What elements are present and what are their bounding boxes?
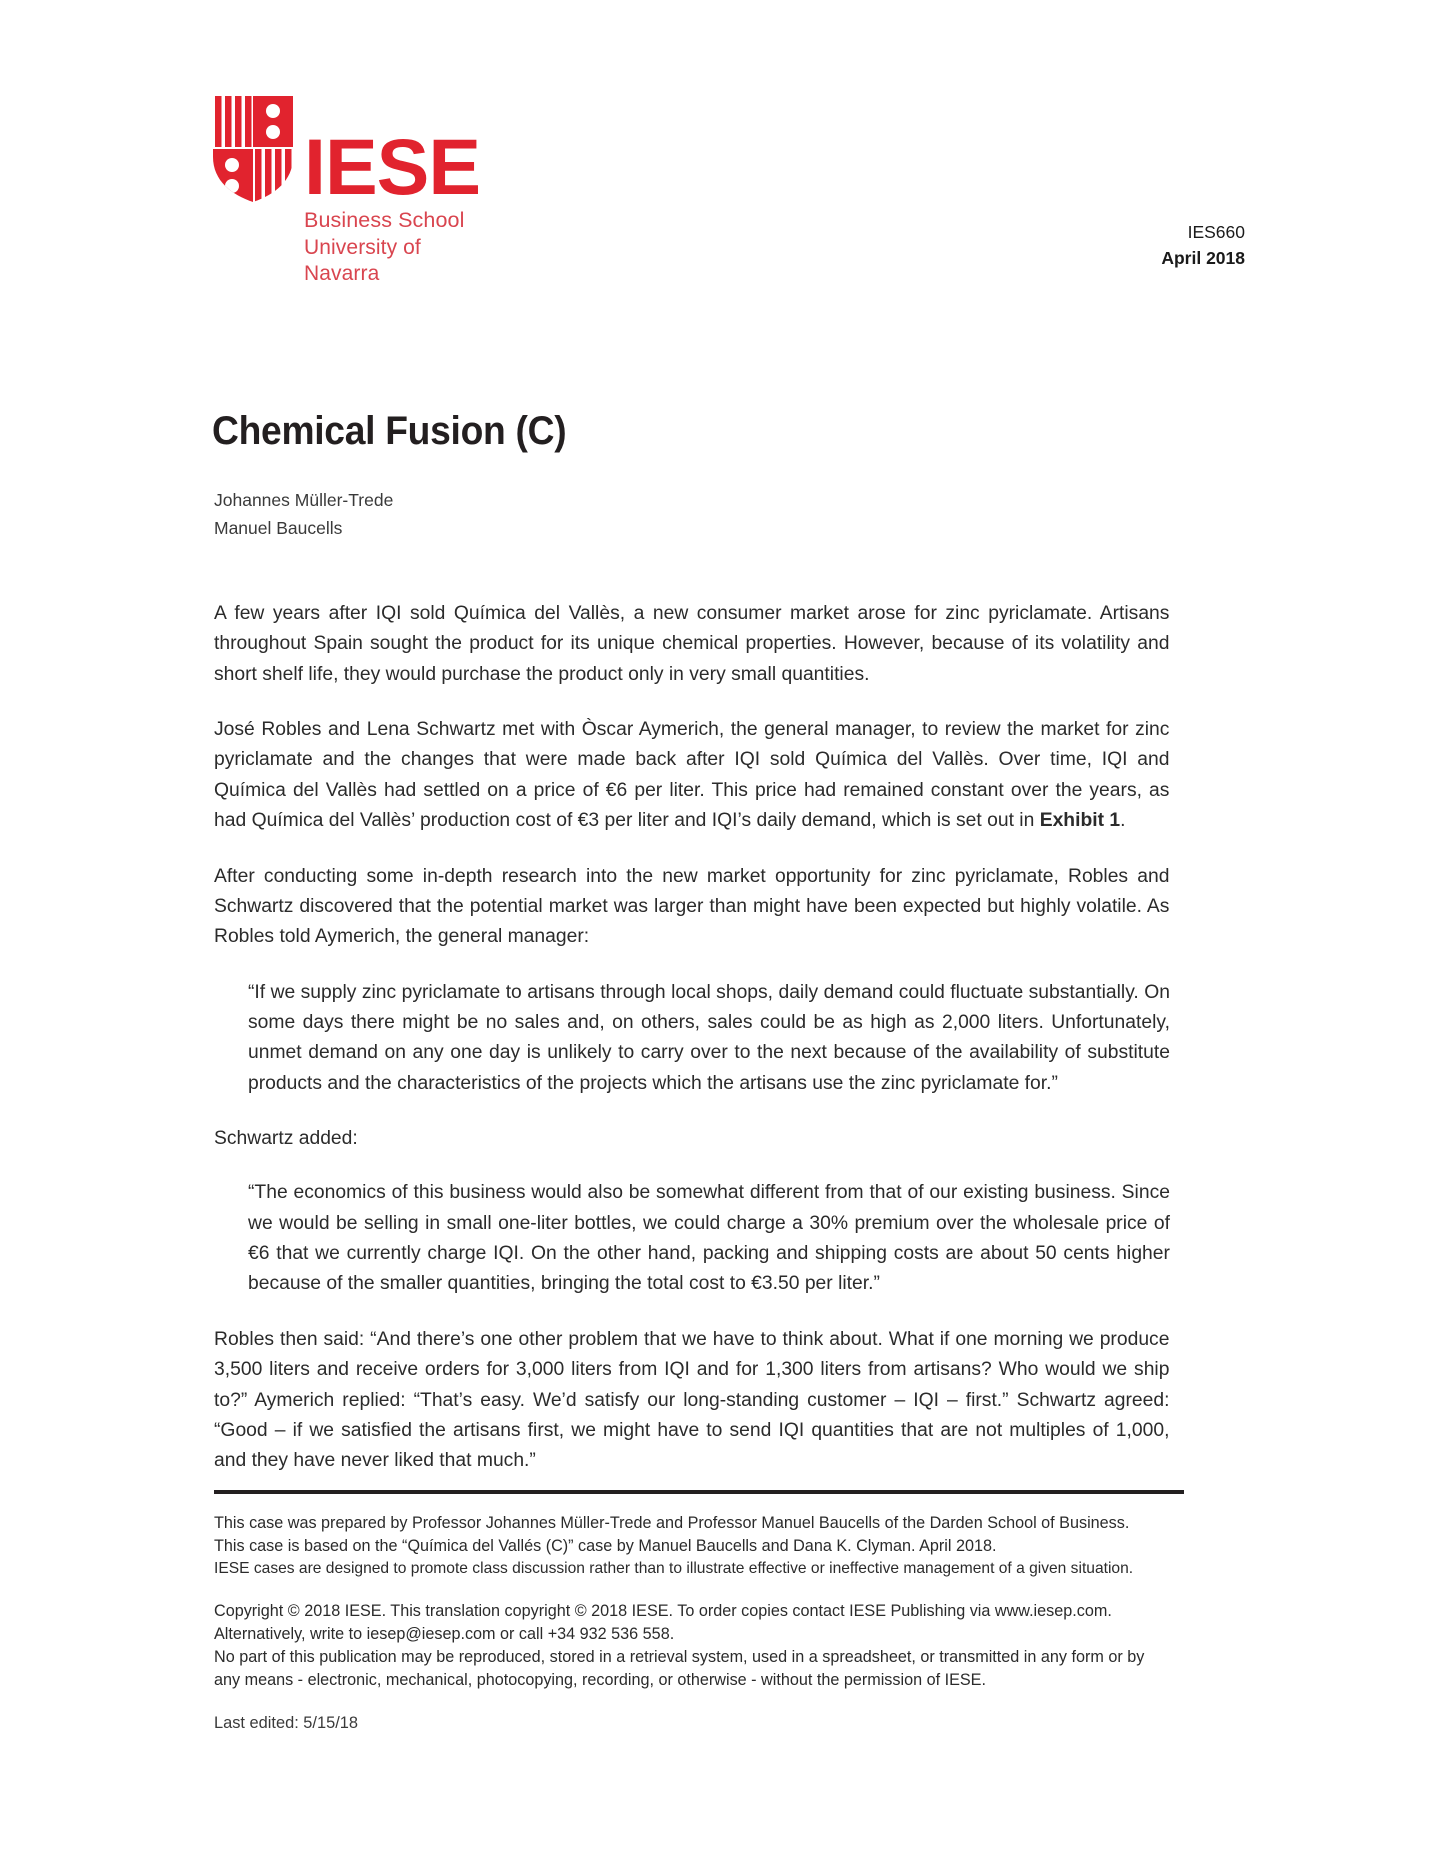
footer-copyright-block xyxy=(214,1600,1189,1692)
paragraph-intro: A few years after IQI sold Química del Vallès, a new consumer market arose for zinc pyriclamate. Artisans throughout Spain sought the product for its unique chemical properties. However, because of its volatility and short shelf life, they would purchase the product only in very small quantities. xyxy=(214,602,1170,685)
paragraph-meeting-tail: . xyxy=(1120,809,1126,832)
iese-logo xyxy=(212,95,492,288)
document-header xyxy=(0,95,1445,286)
author-list xyxy=(214,487,393,542)
logo-row xyxy=(212,95,492,212)
document-body xyxy=(214,598,1184,1501)
author-name: Manuel Baucells xyxy=(214,517,343,538)
document-date: April 2018 xyxy=(1161,248,1245,269)
exhibit-reference: Exhibit 1 xyxy=(1039,809,1121,832)
footer-divider xyxy=(214,1490,1184,1494)
paragraph-meeting-text: José Robles and Lena Schwartz met with Òscar Aymerich, the general manager, to review the market for zinc pyriclamate and the changes that were made back after IQI sold Química del Vallès. Over time, IQI and Química del Vallès had settled on a price of €6 per liter. This price had remained constant over the years, as had Química del Vallès’ production cost of €3 per liter and IQI’s daily demand, which is set out in xyxy=(214,718,1170,832)
footer-credit-line: This case was prepared by Professor Johannes Müller-Trede and Professor Manuel Baucells of the Darden School of Business. xyxy=(214,1514,1130,1532)
logo-tagline xyxy=(212,207,492,288)
page-title: Chemical Fusion (C) xyxy=(212,408,567,453)
footer-credit-block xyxy=(214,1512,1189,1580)
quote-robles-text: “If we supply zinc pyriclamate to artisans through local shops, daily demand could fluctuate substantially. On some days there might be no sales and, on others, sales could be as high as 2,000 liters. Unfortunately, unmet demand on any one day is unlikely to carry over to the next because of the availability of substitute products and the characteristics of the projects which the artisans use the zinc pyriclamate for.” xyxy=(248,980,1170,1094)
footer-credit-line: This case is based on the “Química del Vallés (C)” case by Manuel Baucells and Dana K. Clyman. April 2018. xyxy=(214,1537,997,1555)
footer-copyright-line: Alternatively, write to iesep@iesep.com or call +34 932 536 558. xyxy=(214,1625,675,1644)
paragraph-research: After conducting some in-depth research into the new market opportunity for zinc pyriclamate, Robles and Schwartz discovered that the potential market was larger than might have been expected but highly volatile. As Robles told Aymerich, the general manager: xyxy=(214,864,1170,948)
author-name: Johannes Müller-Trede xyxy=(214,490,394,510)
last-edited-label: Last edited: 5/15/18 xyxy=(214,1714,358,1733)
quote-robles xyxy=(214,977,1184,1098)
paragraph-schwartz-lead: Schwartz added: xyxy=(214,1127,358,1150)
document-footer xyxy=(214,1512,1189,1735)
document-reference xyxy=(1161,219,1245,272)
footer-copyright-line: No part of this publication may be reproduced, stored in a retrieval system, used in a spreadsheet, or transmitted in any form or by xyxy=(214,1648,1145,1667)
document-code: IES660 xyxy=(1187,222,1245,242)
tagline-line-2: University of Navarra xyxy=(304,235,421,286)
paragraph-meeting xyxy=(214,714,1169,835)
quote-schwartz-text: “The economics of this business would also be somewhat different from that of our existing business. Since we would be selling in small one-liter bottles, we could charge a 30% premium over the wholesale price of €6 that we currently charge IQI. On the other hand, packing and shipping costs are about 50 cents higher because of the smaller quantities, bringing the total cost to €3.50 per liter.” xyxy=(248,1181,1170,1295)
paragraph-dialogue: Robles then said: “And there’s one other problem that we have to think about. What if one morning we produce 3,500 liters and receive orders for 3,000 liters from IQI and for 1,300 liters from artisans? Who would we ship to?” Aymerich replied: “That’s easy. We’d satisfy our long-standing customer – IQI – first.” Schwartz agreed: “Good – if we satisfied the artisans first, we might have to send IQI quantities that are not multiples of 1,000, and they have never liked that much.” xyxy=(214,1327,1170,1472)
footer-copyright-line: any means - electronic, mechanical, photocopying, recording, or otherwise - without the permission of IESE. xyxy=(214,1671,986,1690)
footer-lastedited-block xyxy=(214,1712,1189,1735)
iese-shield-crest-icon xyxy=(212,95,294,203)
footer-copyright-line: Copyright © 2018 IESE. This translation copyright © 2018 IESE. To order copies contact IESE Publishing via www.iesep.com. xyxy=(214,1602,1112,1621)
quote-schwartz xyxy=(214,1177,1184,1298)
tagline-line-1: Business School xyxy=(304,208,465,232)
footer-credit-line: IESE cases are designed to promote class discussion rather than to illustrate effective or ineffective management of a given situation. xyxy=(214,1560,1134,1577)
iese-wordmark: IESE xyxy=(304,122,481,212)
